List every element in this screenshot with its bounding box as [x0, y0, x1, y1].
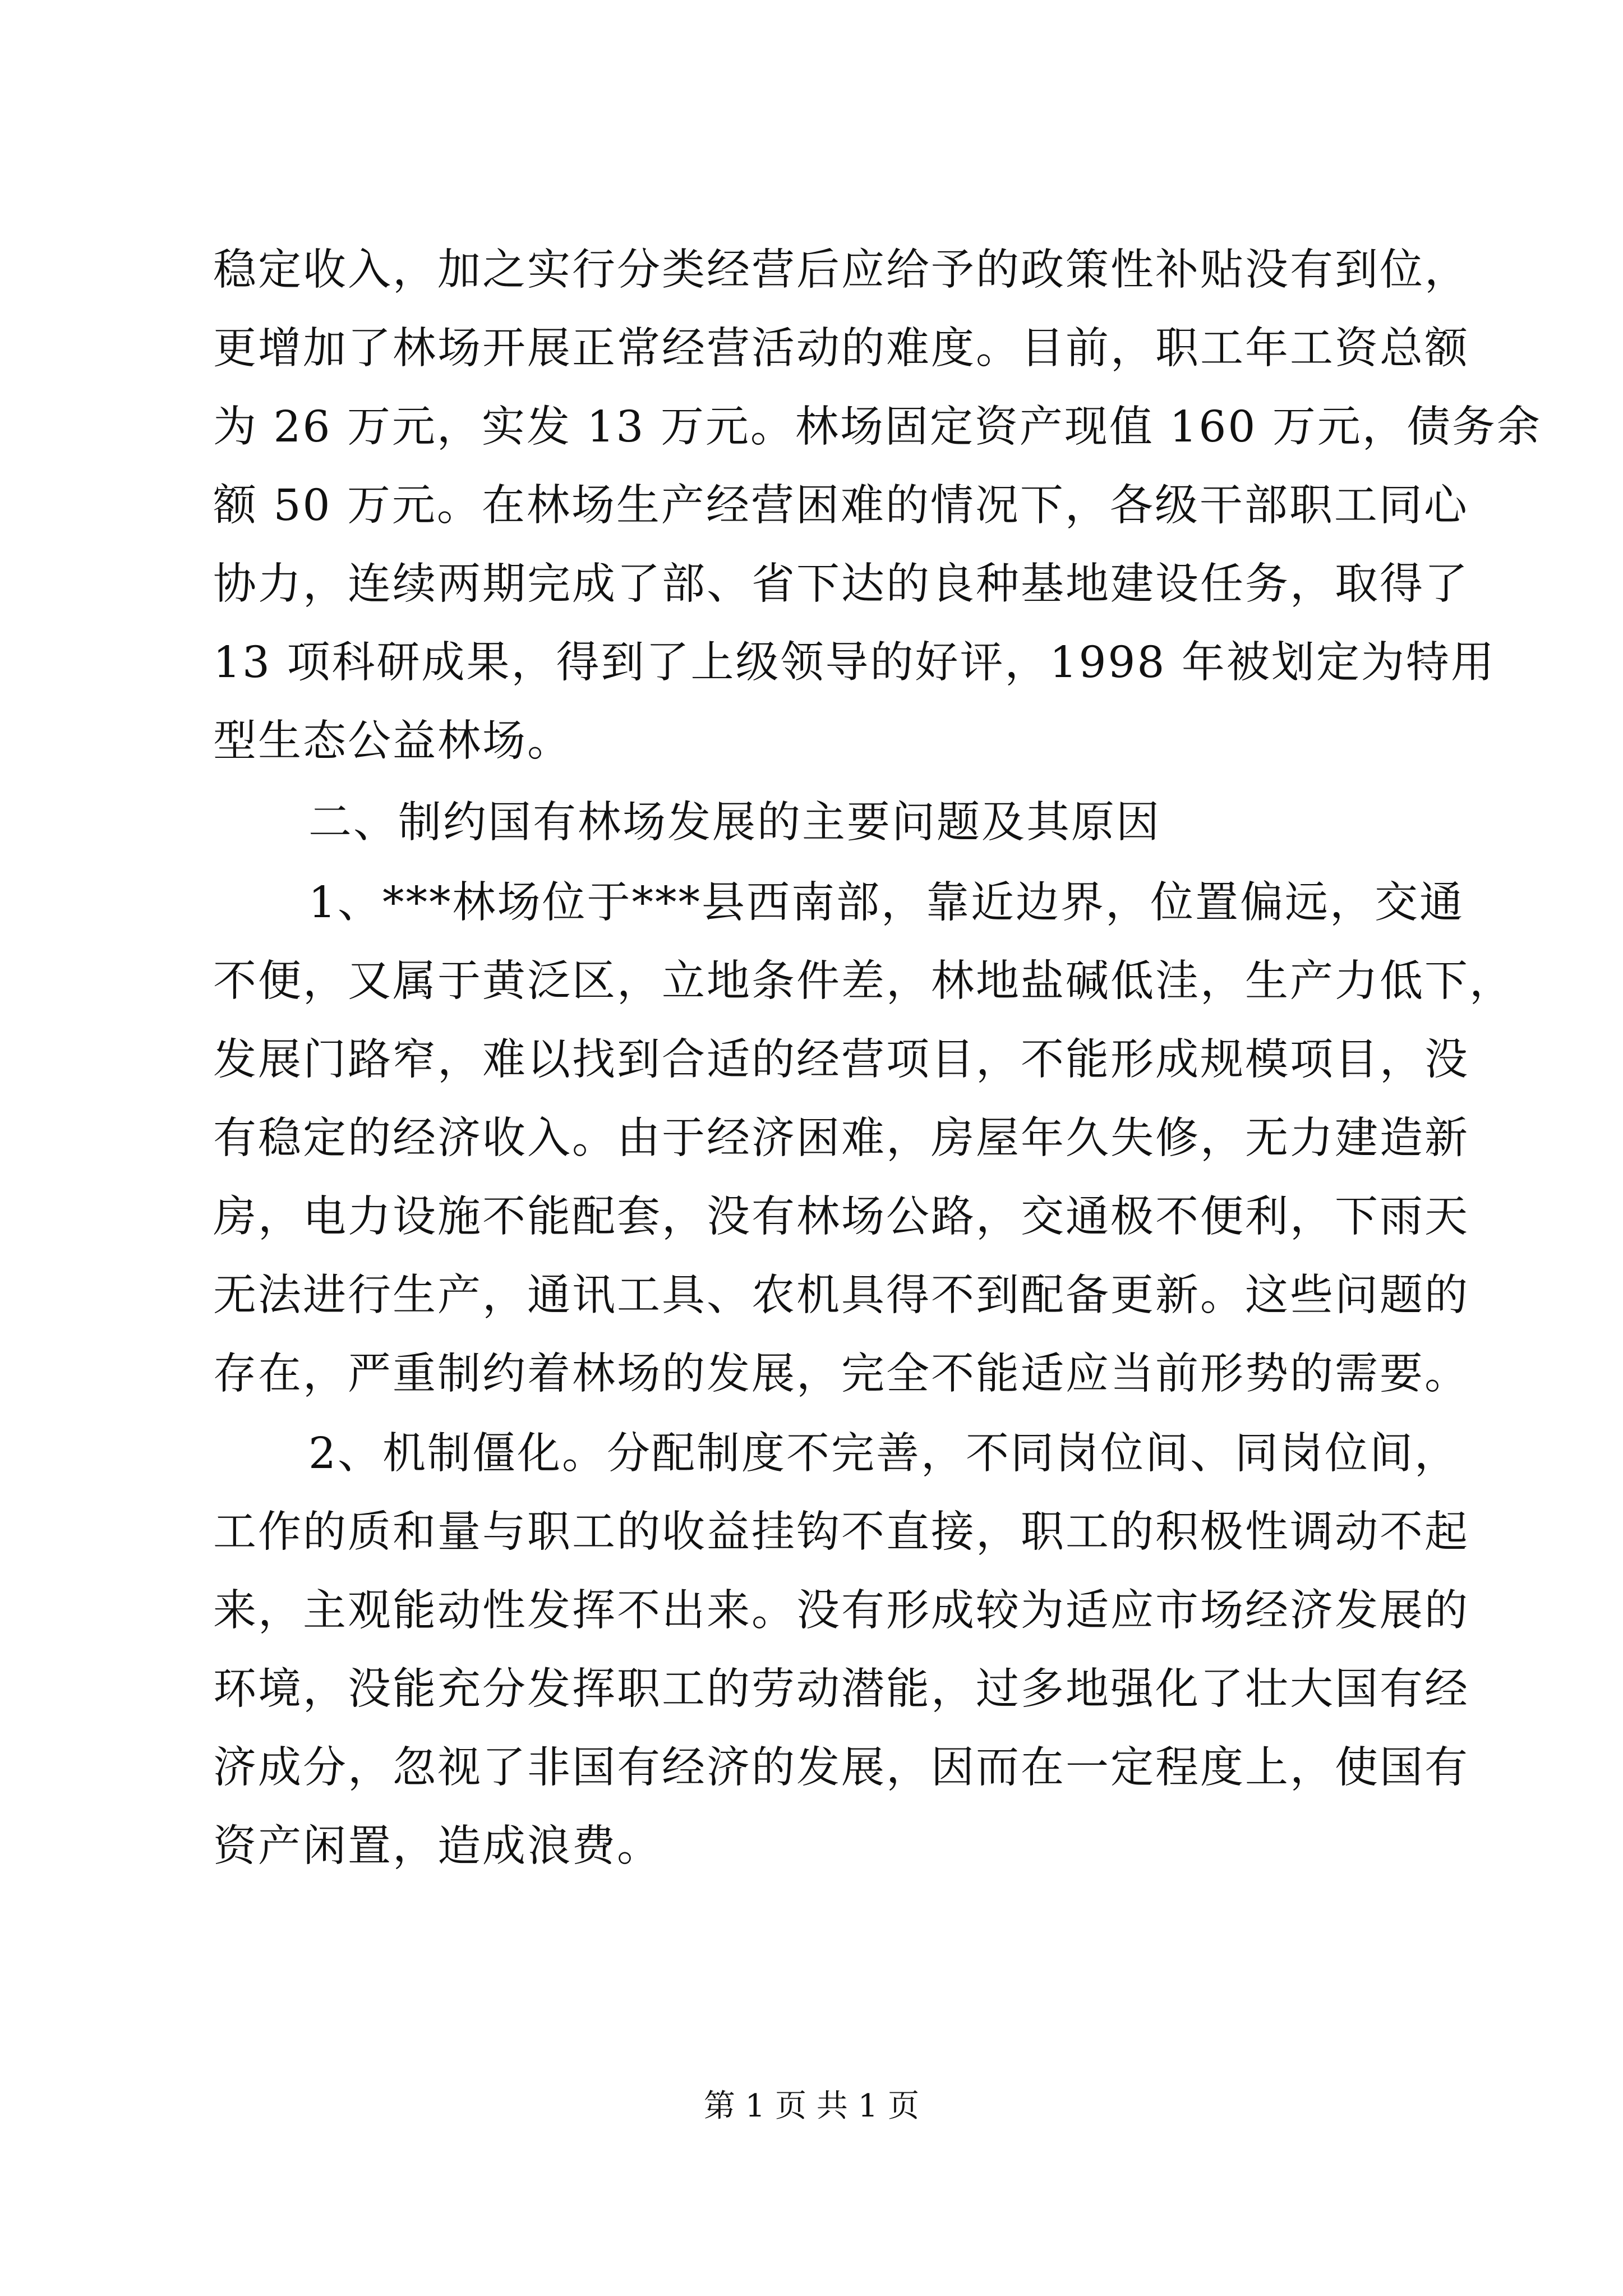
body-line: 2、机制僵化。分配制度不完善，不同岗位间、同岗位间，: [308, 1429, 1459, 1479]
body-line: 工作的质和量与职工的收益挂钩不直接，职工的积极性调动不起: [213, 1507, 1469, 1557]
body-line: 不便，又属于黄泛区，立地条件差，林地盐碱低洼，生产力低下，: [213, 956, 1514, 1006]
body-line: 无法进行生产，通讯工具、农机具得不到配备更新。这些问题的: [213, 1271, 1469, 1320]
body-line: 环境，没能充分发挥职工的劳动潜能，过多地强化了壮大国有经: [213, 1664, 1469, 1714]
body-line: 更增加了林场开展正常经营活动的难度。目前，职工年工资总额: [213, 324, 1469, 374]
body-line: 发展门路窄，难以找到合适的经营项目，不能形成规模项目，没: [213, 1035, 1469, 1085]
body-line: 额 50 万元。在林场生产经营困难的情况下，各级干部职工同心: [213, 481, 1469, 531]
body-line: 来，主观能动性发挥不出来。没有形成较为适应市场经济发展的: [213, 1586, 1469, 1636]
body-line: 13 项科研成果，得到了上级领导的好评，1998 年被划定为特用: [213, 638, 1496, 688]
body-line: 为 26 万元，实发 13 万元。林场固定资产现值 160 万元，债务余: [213, 402, 1542, 452]
body-line: 有稳定的经济收入。由于经济困难，房屋年久失修，无力建造新: [213, 1114, 1469, 1163]
page-footer: 第 1 页 共 1 页: [703, 2088, 920, 2124]
body-line: 资产闲置，造成浪费。: [213, 1821, 662, 1871]
body-line: 1、***林场位于***县西南部，靠近边界，位置偏远，交通: [308, 878, 1464, 928]
body-line: 稳定收入，加之实行分类经营后应给予的政策性补贴没有到位，: [213, 245, 1469, 295]
body-line: 济成分，忽视了非国有经济的发展，因而在一定程度上，使国有: [213, 1743, 1469, 1793]
body-line: 房，电力设施不能配套，没有林场公路，交通极不便利，下雨天: [213, 1192, 1469, 1242]
body-line: 存在，严重制约着林场的发展，完全不能适应当前形势的需要。: [213, 1349, 1469, 1399]
body-line: 协力，连续两期完成了部、省下达的良种基地建设任务，取得了: [213, 559, 1469, 609]
section-heading: 二、制约国有林场发展的主要问题及其原因: [308, 798, 1161, 848]
body-line: 型生态公益林场。: [213, 716, 572, 766]
